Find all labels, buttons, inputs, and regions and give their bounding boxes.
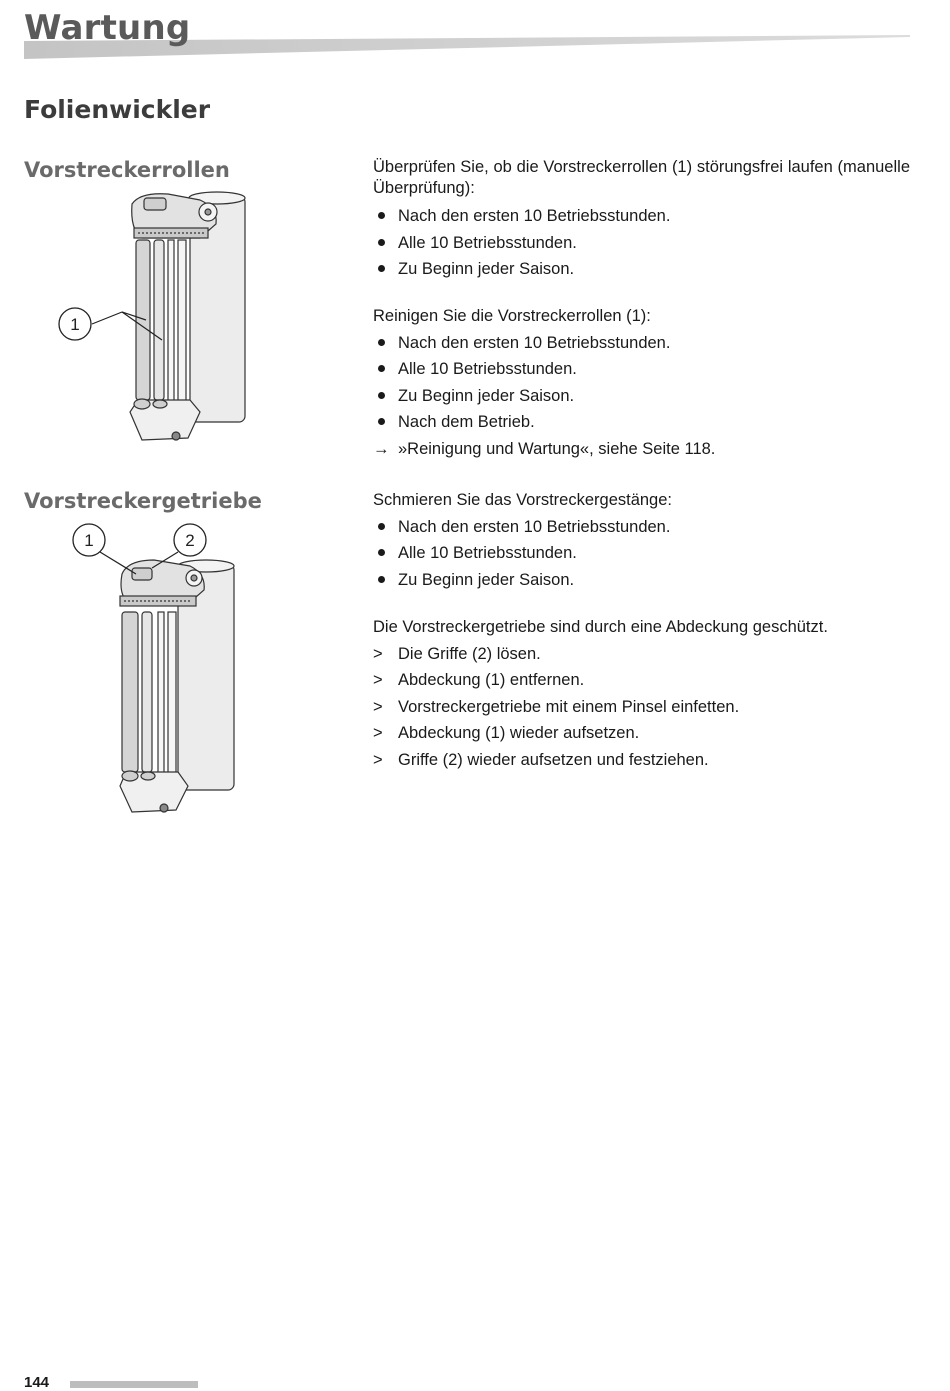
callout-1 [59, 308, 91, 340]
text-block-getriebe-lubricate [373, 487, 910, 593]
paragraph-intro: Reinigen Sie die Vorstreckerrollen (1): [373, 307, 651, 325]
callout-label: 1 [84, 531, 94, 550]
subsection-title-vorstreckergetriebe: Vorstreckergetriebe [24, 489, 262, 513]
callout-2 [174, 524, 206, 556]
paragraph-intro: Schmieren Sie das Vorstreckergestänge: [373, 491, 672, 509]
paragraph-intro: Überprüfen Sie, ob die Vorstreckerrollen (1) störungsfrei laufen (manuelle Überprüfung): [373, 158, 910, 197]
page-number: 144 [24, 1374, 50, 1391]
figure-vorstreckerrollen [50, 190, 260, 452]
figure-vorstreckergetriebe [60, 520, 260, 820]
list-item [373, 641, 910, 668]
list-item: Nach den ersten 10 Betriebsstunden. [373, 330, 910, 357]
paragraph-intro: Die Vorstreckergetriebe sind durch eine Abdeckung geschützt. [373, 618, 828, 636]
list-item: Alle 10 Betriebsstunden. [373, 356, 910, 383]
section-title: Folienwickler [24, 95, 211, 124]
subsection-title-vorstreckerrollen: Vorstreckerrollen [24, 158, 230, 182]
step-text: Griffe (2) wieder aufsetzen und festziehen. [398, 750, 709, 769]
step-marker: > [373, 644, 383, 663]
interval-list [373, 330, 910, 463]
list-item: Nach den ersten 10 Betriebsstunden. [373, 203, 910, 230]
list-item: Nach dem Betrieb. [373, 409, 910, 436]
callout-label: 1 [70, 315, 80, 334]
cross-reference-text: »Reinigung und Wartung«, siehe Seite 118. [398, 439, 716, 458]
list-item: Zu Beginn jeder Saison. [373, 567, 910, 594]
list-item [373, 747, 910, 774]
step-list [373, 641, 910, 774]
callout-label: 2 [185, 531, 195, 550]
interval-list [373, 514, 910, 594]
footer-bar [70, 1381, 198, 1388]
list-item [373, 667, 910, 694]
list-item [373, 694, 910, 721]
step-marker: > [373, 724, 383, 742]
step-text: Abdeckung (1) entfernen. [398, 671, 585, 689]
text-block-getriebe-steps [373, 614, 910, 773]
list-item: Zu Beginn jeder Saison. [373, 383, 910, 410]
step-marker: > [373, 750, 383, 769]
cross-reference[interactable] [373, 436, 910, 463]
arrow-right-icon: → [373, 439, 390, 458]
list-item: Zu Beginn jeder Saison. [373, 256, 910, 283]
list-item [373, 720, 910, 747]
list-item: Alle 10 Betriebsstunden. [373, 230, 910, 257]
step-marker: > [373, 697, 383, 716]
interval-list [373, 203, 910, 283]
text-block-rollen-check [373, 157, 910, 283]
text-block-rollen-clean [373, 303, 910, 462]
list-item: Alle 10 Betriebsstunden. [373, 540, 910, 567]
step-marker: > [373, 671, 383, 689]
list-item: Nach den ersten 10 Betriebsstunden. [373, 514, 910, 541]
step-text: Abdeckung (1) wieder aufsetzen. [398, 724, 640, 742]
chapter-title: Wartung [24, 8, 191, 48]
callout-1 [73, 524, 105, 556]
step-text: Vorstreckergetriebe mit einem Pinsel einfetten. [398, 697, 740, 716]
step-text: Die Griffe (2) lösen. [398, 644, 541, 663]
